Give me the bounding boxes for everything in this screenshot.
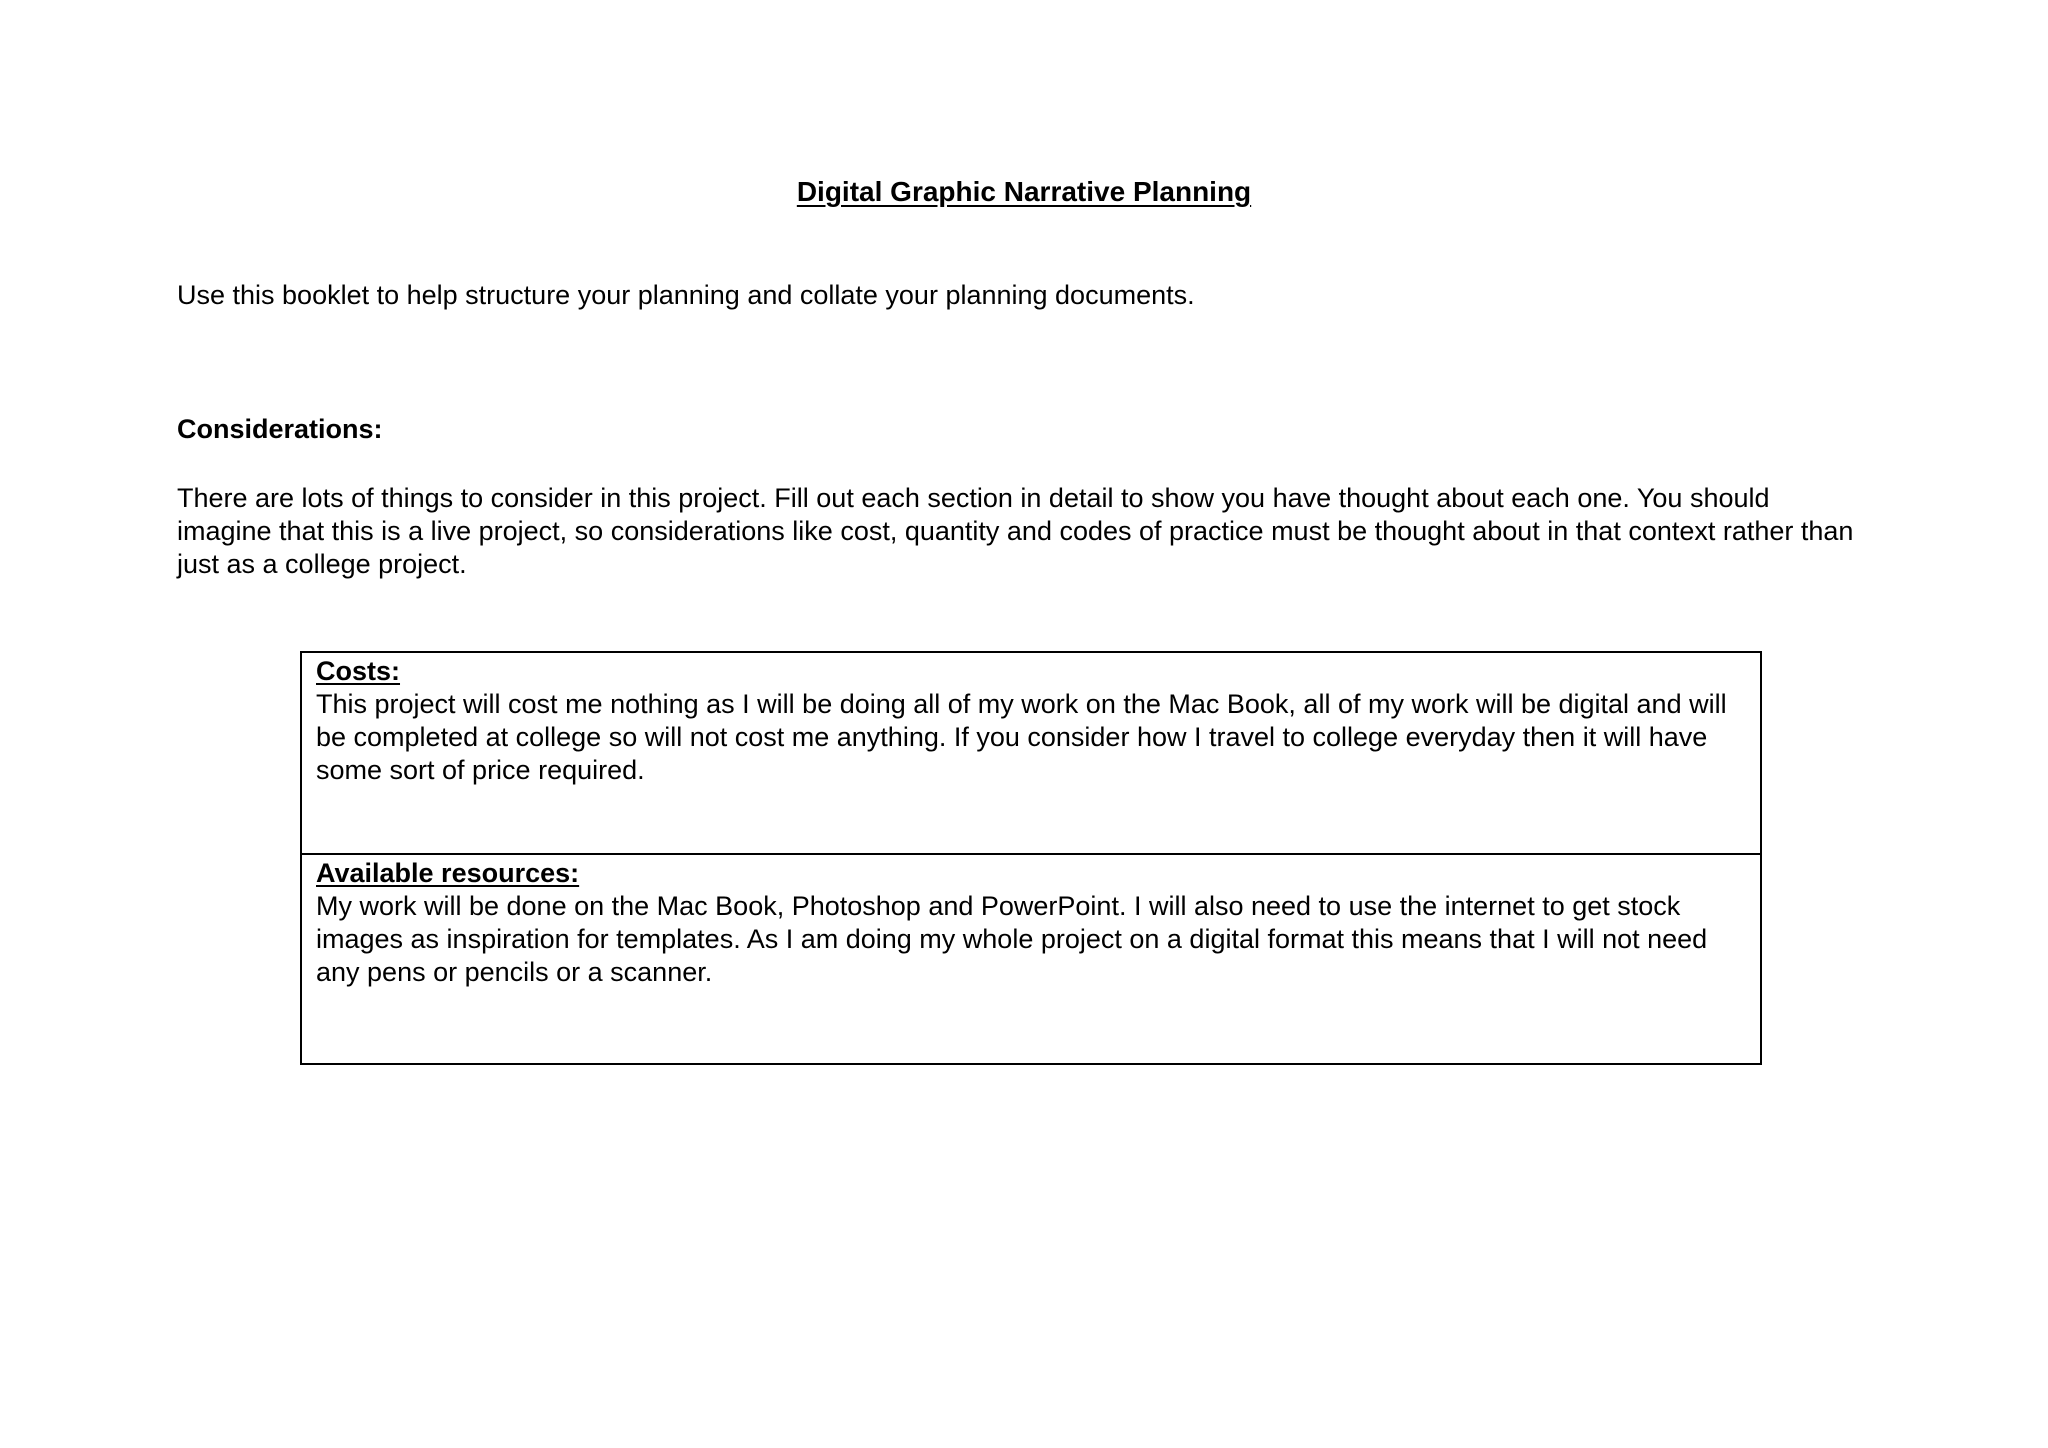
considerations-heading: Considerations: (177, 414, 383, 444)
resources-text: My work will be done on the Mac Book, Photoshop and PowerPoint. I will also need to use the internet to get stock images as inspiration for templates. As I am doing my whole project on a digital format this means that I will not need any pens or pencils or a scanner. (316, 891, 1708, 987)
costs-text: This project will cost me nothing as I will be doing all of my work on the Mac Book, all of my work will be digital and will be completed at college so will not cost me anything. If you consider how I travel to college everyday then it will have some sort of price required. (316, 689, 1727, 785)
costs-cell (302, 653, 1760, 855)
intro-text: Use this booklet to help structure your planning and collate your planning documents. (177, 280, 1195, 310)
resources-heading: Available resources: (316, 858, 580, 888)
considerations-text: There are lots of things to consider in this project. Fill out each section in detail to show you have thought about each one. You should imagine that this is a live project, so considerations like cost, quantity and codes of practice must be thought about in that context rather than just as a college project. (177, 483, 1854, 579)
costs-heading: Costs: (316, 656, 401, 686)
planning-table (300, 651, 1762, 1065)
page-title: Digital Graphic Narrative Planning (796, 176, 1252, 207)
resources-cell (302, 855, 1760, 1063)
